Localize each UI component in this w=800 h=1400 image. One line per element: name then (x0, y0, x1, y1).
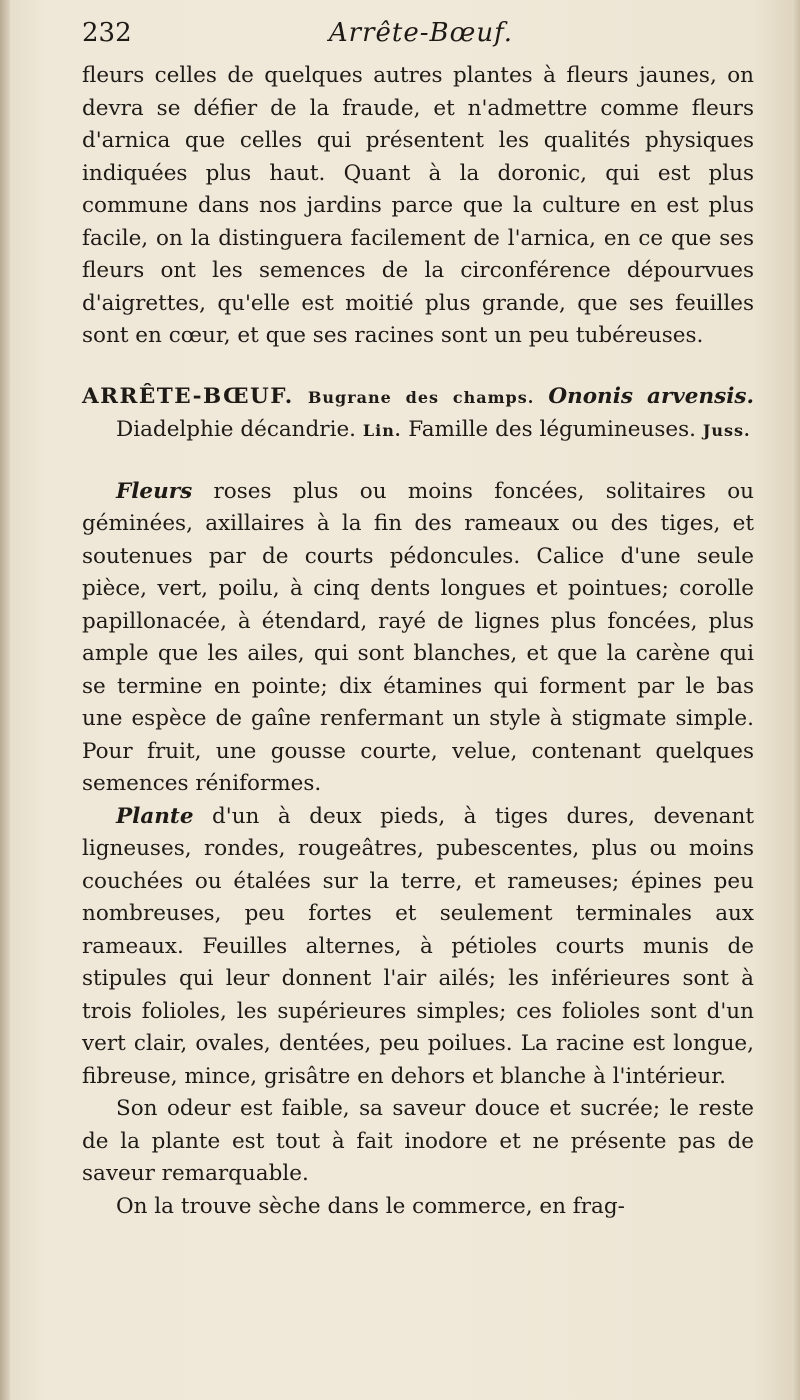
entry-classification: Diadelphie décandrie. (116, 417, 357, 442)
fleurs-text: roses plus ou moins foncées, solitaires ou géminées, axillaires à la fin des rameaux ou des tiges, et soutenues par de courts pédoncules. Calice d'une seule pièce, vert, poilu, à cinq dents longues et pointues; corolle papillonacée, à étendard, rayé de lignes plus foncées, plus ample que les ailes, qui sont blanches, et que la carène qui se termine en pointe; dix étamines qui forment par le bas une espèce de gaîne renfermant un style à stigmate simple. Pour fruit, une gousse courte, velue, contenant quelques semences réniformes. (82, 478, 754, 796)
paragraph-odeur: Son odeur est faible, sa saveur douce et sucrée; le reste de la plante est tout à fait inodore et ne présente pas de saveur remarquable. (82, 1096, 754, 1186)
entry-latin-genus: Ononis (548, 383, 633, 409)
page-gutter (0, 0, 10, 1400)
entry-latin-species: arvensis. (647, 383, 754, 409)
paragraph-fleurs (82, 476, 754, 801)
entry-spacer (82, 353, 754, 381)
fleurs-label: Fleurs (116, 478, 193, 504)
entry-linnaeus-abbrev: Lin. (362, 421, 402, 440)
entry-common-name: Bugrane des champs. (307, 387, 535, 407)
entry-jussieu-abbrev: Juss. (702, 421, 751, 440)
page-edge (792, 0, 800, 1400)
page-header (82, 18, 760, 58)
paragraph-arnica-continued: fleurs celles de quelques autres plantes à fleurs jaunes, on devra se défier de la fraude, et n'admettre comme fleurs d'arnica que celles qui présentent les qualités physiques indiquées plus haut. Quant à la doronic, qui est plus commune dans nos jardins parce que la culture en est plus facile, on la distinguera facilement de l'arnica, en ce que ses fleurs ont les semences de la circonférence dépourvues d'aigrettes, qu'elle est moitié plus grande, que ses feuilles sont en cœur, et que ses racines sont un peu tubéreuses. (82, 63, 754, 348)
paragraph-plante (82, 801, 754, 1094)
plante-label: Plante (116, 803, 194, 829)
plante-text: d'un à deux pieds, à tiges dures, devenant ligneuses, rondes, rougeâtres, pubescentes, plus ou moins couchées ou étalées sur la terre, et rameuses; épines peu nombreuses, peu fortes et seulement terminales aux rameaux. Feuilles alternes, à pétioles courts munis de stipules qui leur donnent l'air ailés; les inférieures sont à trois folioles, les supérieures simples; ces folioles sont d'un vert clair, ovales, dentées, peu poilues. La racine est longue, fibreuse, mince, grisâtre en dehors et blanche à l'intérieur. (82, 803, 754, 1089)
entry-family: Famille des légumineuses. (408, 417, 696, 442)
paragraph-commerce: On la trouve sèche dans le commerce, en frag- (116, 1193, 625, 1219)
section-spacer (82, 448, 754, 476)
page-body (82, 60, 754, 1223)
running-title: Arrête-Bœuf. (328, 18, 514, 48)
page-number: 232 (82, 18, 132, 48)
entry-heading (82, 381, 754, 448)
entry-headword: ARRÊTE-BŒUF. (82, 383, 294, 409)
